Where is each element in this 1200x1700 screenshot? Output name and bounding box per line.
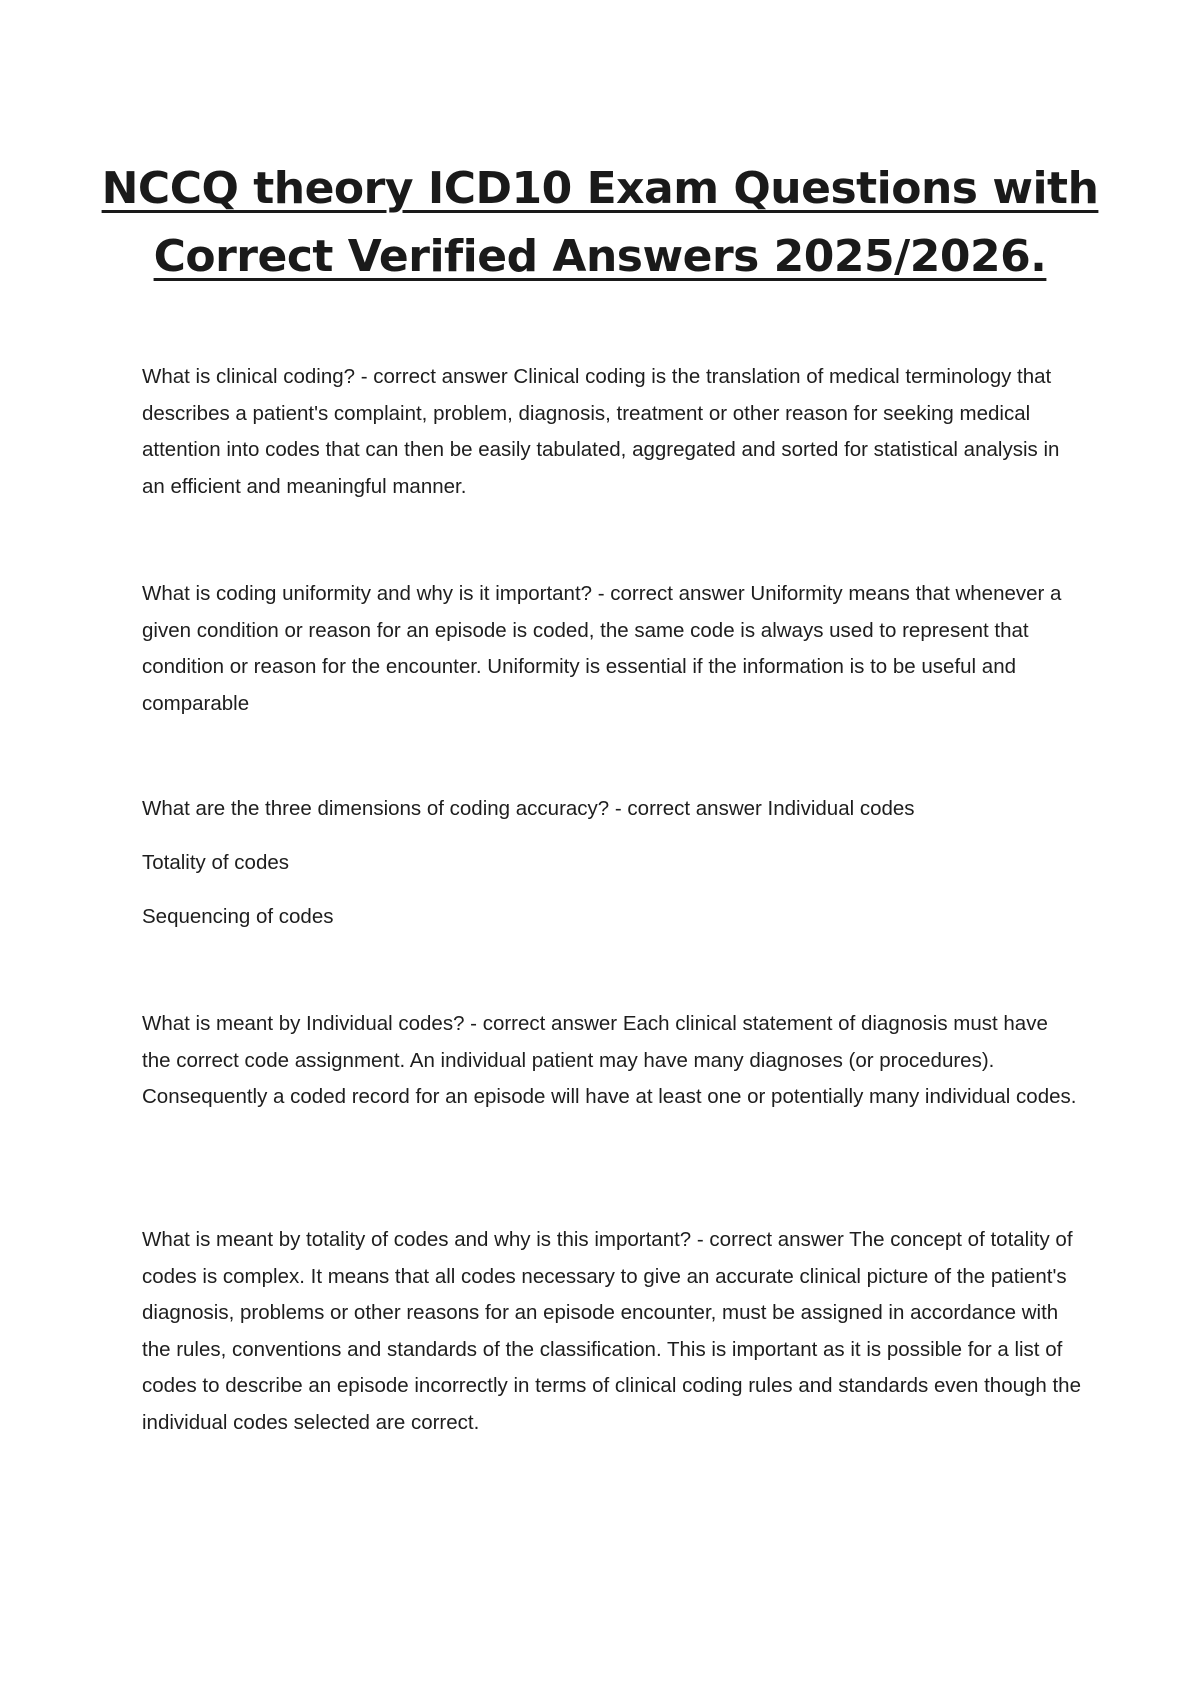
qa-entry-totality-of-codes: What is meant by totality of codes and why is this important? - correct answer The concept of totality of codes is complex. It means that all codes necessary to give an accurate clinical picture of the patient's diagnosis, problems or other reasons for an episode encounter, must be assigned in accordance with the rules, conventions and standards of the classification. This is important as it is possible for a list of codes to describe an episode incorrectly in terms of clinical coding rules and standards even though the individual codes selected are correct. — [142, 1228, 1081, 1434]
document-title — [100, 155, 1100, 291]
qa-entry-coding-accuracy-line-2: Totality of codes — [142, 851, 289, 874]
qa-entry-individual-codes: What is meant by Individual codes? - correct answer Each clinical statement of diagnosis must have the correct code assignment. An individual patient may have many diagnoses (or procedures). Consequently a coded record for an episode will have at least one or potentially many individual codes. — [142, 1012, 1077, 1108]
qa-entry-coding-uniformity: What is coding uniformity and why is it important? - correct answer Uniformity means that whenever a given condition or reason for an episode is coded, the same code is always used to represent that condition or reason for the encounter. Uniformity is essential if the information is to be useful and comparable — [142, 582, 1062, 715]
title-line-2: Correct Verified Answers 2025/2026. — [153, 231, 1047, 282]
title-line-1: NCCQ theory ICD10 Exam Questions with — [101, 163, 1099, 214]
qa-entry-coding-accuracy: What are the three dimensions of coding accuracy? - correct answer Individual codes — [142, 797, 915, 820]
qa-entry-coding-accuracy-line-3: Sequencing of codes — [142, 905, 334, 928]
qa-entry-clinical-coding: What is clinical coding? - correct answer Clinical coding is the translation of medical terminology that describes a patient's complaint, problem, diagnosis, treatment or other reason for seeking medical attention into codes that can then be easily tabulated, aggregated and sorted for statistical analysis in an efficient and meaningful manner. — [142, 365, 1060, 498]
